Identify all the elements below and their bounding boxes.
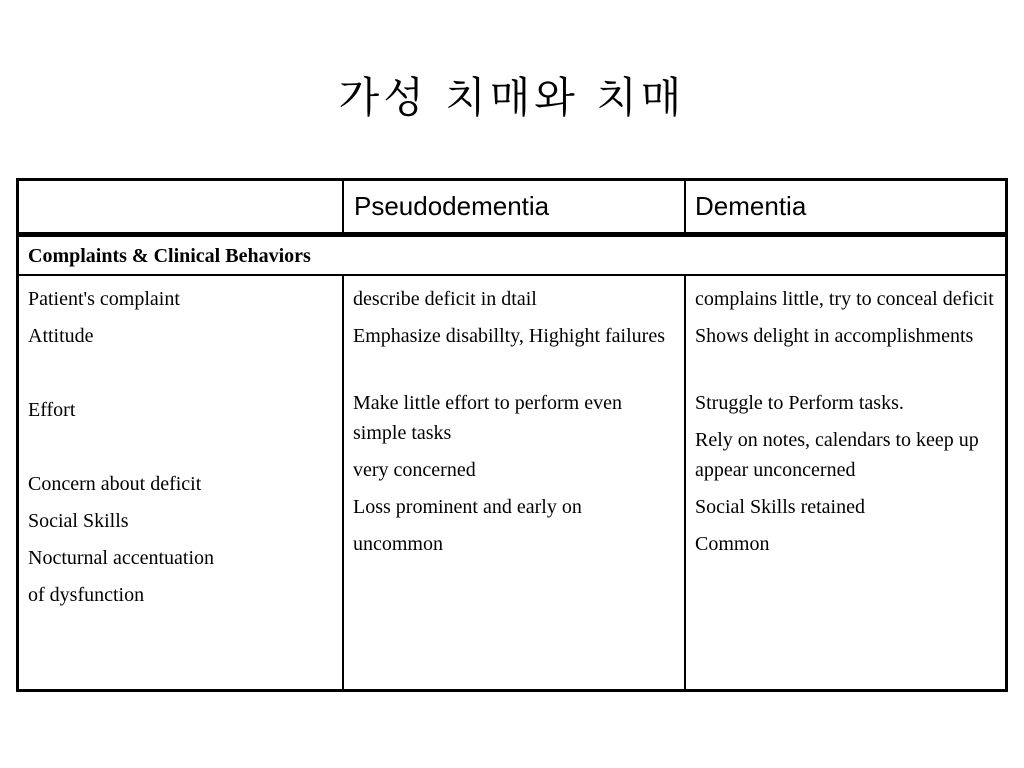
- section-label: Complaints & Clinical Behaviors: [28, 245, 311, 267]
- spacer: [28, 358, 333, 395]
- header-pseudodementia: Pseudodementia: [354, 191, 550, 221]
- criterion: Nocturnal accentuation: [28, 547, 215, 569]
- criterion: Concern about deficit: [28, 473, 202, 495]
- cell-text: Rely on notes, calendars to keep up appear unconcerned: [695, 429, 979, 481]
- criterion: Effort: [28, 399, 76, 421]
- cell-text: Emphasize disabillty, Highight failures: [353, 325, 665, 347]
- dementia-column: [695, 284, 1000, 566]
- cell-text: Social Skills retained: [695, 496, 865, 518]
- criterion: Attitude: [28, 325, 94, 347]
- cell-text: Shows delight in accomplishments: [695, 325, 974, 347]
- header-dementia: Dementia: [695, 191, 807, 221]
- spacer: [353, 358, 678, 388]
- cell-text: Common: [695, 533, 770, 555]
- cell-text: very concerned: [353, 459, 476, 481]
- spacer: [28, 432, 333, 469]
- section-rule: [19, 274, 1005, 276]
- criterion: Social Skills: [28, 510, 129, 532]
- cell-text: uncommon: [353, 533, 443, 555]
- criteria-column: [28, 284, 333, 617]
- cell-text: complains little, try to conceal deficit: [695, 288, 994, 310]
- cell-text: Make little effort to perform even simple tasks: [353, 392, 622, 444]
- pseudodementia-column: [353, 284, 678, 566]
- comparison-table: [16, 178, 1008, 692]
- slide-title: 가성 치매와 치매: [338, 73, 686, 122]
- cell-text: describe deficit in dtail: [353, 288, 537, 310]
- section-row: [19, 237, 1005, 274]
- cell-text: Loss prominent and early on: [353, 496, 582, 518]
- spacer: [695, 358, 1000, 388]
- cell-text: Struggle to Perform tasks.: [695, 392, 904, 414]
- criterion: of dysfunction: [28, 584, 145, 606]
- criterion: Patient's complaint: [28, 288, 180, 310]
